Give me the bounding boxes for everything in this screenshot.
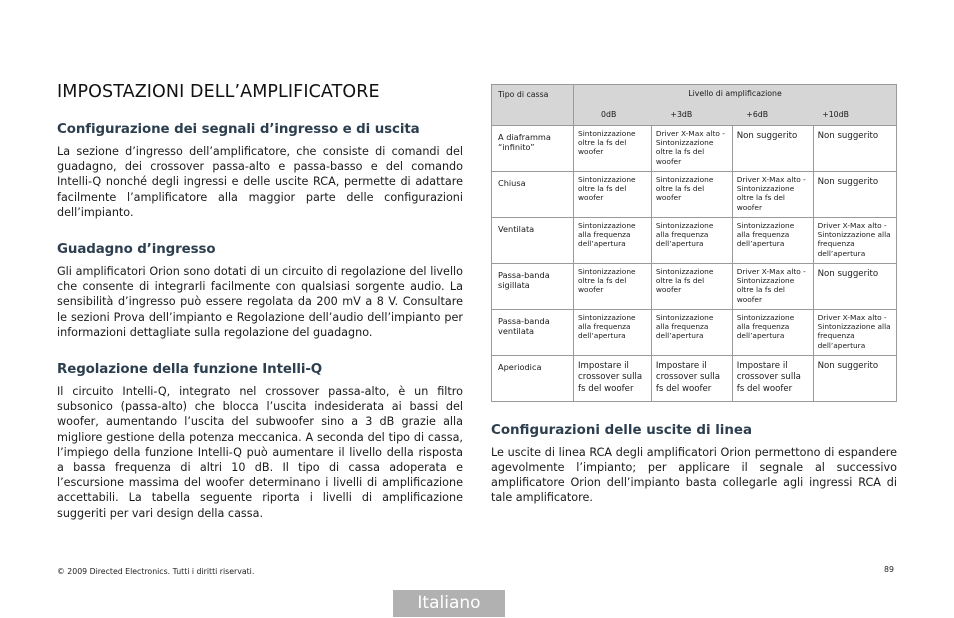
table-cell: Sintonizzazione alla frequenza dell’apertura xyxy=(732,309,813,355)
table-cell: Impostare il crossover sulla fs del woofer xyxy=(732,355,813,401)
cell-type: A diaframma “infinito” xyxy=(492,125,574,171)
table-cell: Sintonizzazione oltre la fs del woofer xyxy=(651,171,732,217)
amplification-table xyxy=(491,84,897,402)
table-cell: Sintonizzazione alla frequenza dell’apertura xyxy=(651,217,732,263)
table-cell: Impostare il crossover sulla fs del woofer xyxy=(574,355,652,401)
table-row xyxy=(492,125,897,171)
table-cell: Sintonizzazione oltre la fs del woofer xyxy=(574,125,652,171)
table-row xyxy=(492,263,897,309)
table-header-type: Tipo di cassa xyxy=(492,85,574,126)
page-title: IMPOSTAZIONI DELL’AMPLIFICATORE xyxy=(57,82,380,102)
table-cell: Sintonizzazione alla frequenza dell’apertura xyxy=(574,217,652,263)
page-number: 89 xyxy=(884,565,894,574)
cell-type: Chiusa xyxy=(492,171,574,217)
table-header-levels xyxy=(574,98,896,124)
section-heading: Guadagno d’ingresso xyxy=(57,242,216,258)
table-cell: Non suggerito xyxy=(813,263,896,309)
table-cell: Sintonizzazione alla frequenza dell’apertura xyxy=(732,217,813,263)
section-heading: Configurazioni delle uscite di linea xyxy=(491,422,753,438)
table-row xyxy=(492,355,897,401)
table-cell: Sintonizzazione alla frequenza dell’apertura xyxy=(574,309,652,355)
table-cell: Non suggerito xyxy=(813,171,896,217)
section-paragraph: Gli amplificatori Orion sono dotati di un circuito di regolazione del livello che consente di integrarli facilmente con qualsiasi sorgente audio. La sensibilità d’ingresso può essere regolata da 200 mV a 8 V. Consultare le sezioni Prova dell’impianto e Regolazione dell’audio dell’impianto per informazioni dettagliate sulla regolazione del guadagno. xyxy=(57,265,463,339)
section-signal-config xyxy=(57,122,463,220)
table-cell: Non suggerito xyxy=(813,355,896,401)
table-cell: Sintonizzazione alla frequenza dell’apertura xyxy=(651,309,732,355)
table-cell: Driver X-Max alto - Sintonizzazione alla frequenza dell’apertura xyxy=(813,309,896,355)
section-paragraph: Le uscite di linea RCA degli amplificatori Orion permettono di espandere agevolmente l’impianto; per applicare il segnale al successivo amplificatore Orion dell’impianto basta collegarle agli ingressi RCA di tale amplificatore. xyxy=(491,445,897,505)
table-cell: Driver X-Max alto - Sintonizzazione alla frequenza dell’apertura xyxy=(813,217,896,263)
table-row xyxy=(492,171,897,217)
section-heading: Regolazione della funzione Intelli-Q xyxy=(57,362,323,378)
section-input-gain xyxy=(57,242,463,340)
table-cell: Non suggerito xyxy=(813,125,896,171)
table-header-level-label: Livello di amplificazione xyxy=(688,89,782,98)
section-line-outputs xyxy=(491,423,897,506)
section-paragraph: Il circuito Intelli-Q, integrato nel crossover passa-alto, è un filtro subsonico (passa-alto) che blocca l’uscita indesiderata ai bassi del woofer, aumentando l’uscita del subwoofer sino a 3 dB grazie alla migliore gestione della potenza meccanica. A seconda del tipo di cassa, l’impiego della funzione Intelli-Q può aumentare il livello della risposta a bassa frequenza di altri 10 dB. Il tipo di cassa adoperata e l’escursione massima del woofer determinano i livelli di amplificazione accettabili. La tabella seguente riporta i livelli di amplificazione suggeriti per vari design della cassa. xyxy=(57,385,463,520)
section-paragraph: La sezione d’ingresso dell’amplificatore, che consiste di comandi del guadagno, dei crossover passa-alto e passa-basso e del comando Intelli-Q nonché degli ingressi e delle uscite RCA, permette di adattare facilmente l’amplificatore alla maggior parte delle configurazioni dell’impianto. xyxy=(57,145,463,219)
table-cell: Sintonizzazione oltre la fs del woofer xyxy=(651,263,732,309)
table-cell: Non suggerito xyxy=(732,125,813,171)
table-cell: Driver X-Max alto - Sintonizzazione oltre la fs del woofer xyxy=(651,125,732,171)
cell-type: Ventilata xyxy=(492,217,574,263)
table-row xyxy=(492,309,897,355)
language-tab: Italiano xyxy=(393,590,505,617)
cell-type: Passa-banda ventilata xyxy=(492,309,574,355)
level-label: +6dB xyxy=(746,110,769,120)
cell-type: Aperiodica xyxy=(492,355,574,401)
table-cell: Sintonizzazione oltre la fs del woofer xyxy=(574,263,652,309)
left-column xyxy=(57,122,463,521)
table-cell: Impostare il crossover sulla fs del woofer xyxy=(651,355,732,401)
level-label: +3dB xyxy=(670,110,693,120)
level-label: 0dB xyxy=(601,110,617,120)
copyright: © 2009 Directed Electronics. Tutti i diritti riservati. xyxy=(57,567,255,576)
section-intelli-q xyxy=(57,362,463,521)
table-cell: Sintonizzazione oltre la fs del woofer xyxy=(574,171,652,217)
level-label: +10dB xyxy=(822,110,849,120)
table-row xyxy=(492,217,897,263)
table-header-level xyxy=(574,85,897,126)
table-cell: Driver X-Max alto - Sintonizzazione oltre la fs del woofer xyxy=(732,263,813,309)
section-heading: Configurazione dei segnali d’ingresso e di uscita xyxy=(57,122,420,137)
cell-type: Passa-banda sigillata xyxy=(492,263,574,309)
table-cell: Driver X-Max alto - Sintonizzazione oltre la fs del woofer xyxy=(732,171,813,217)
right-column xyxy=(491,84,897,506)
